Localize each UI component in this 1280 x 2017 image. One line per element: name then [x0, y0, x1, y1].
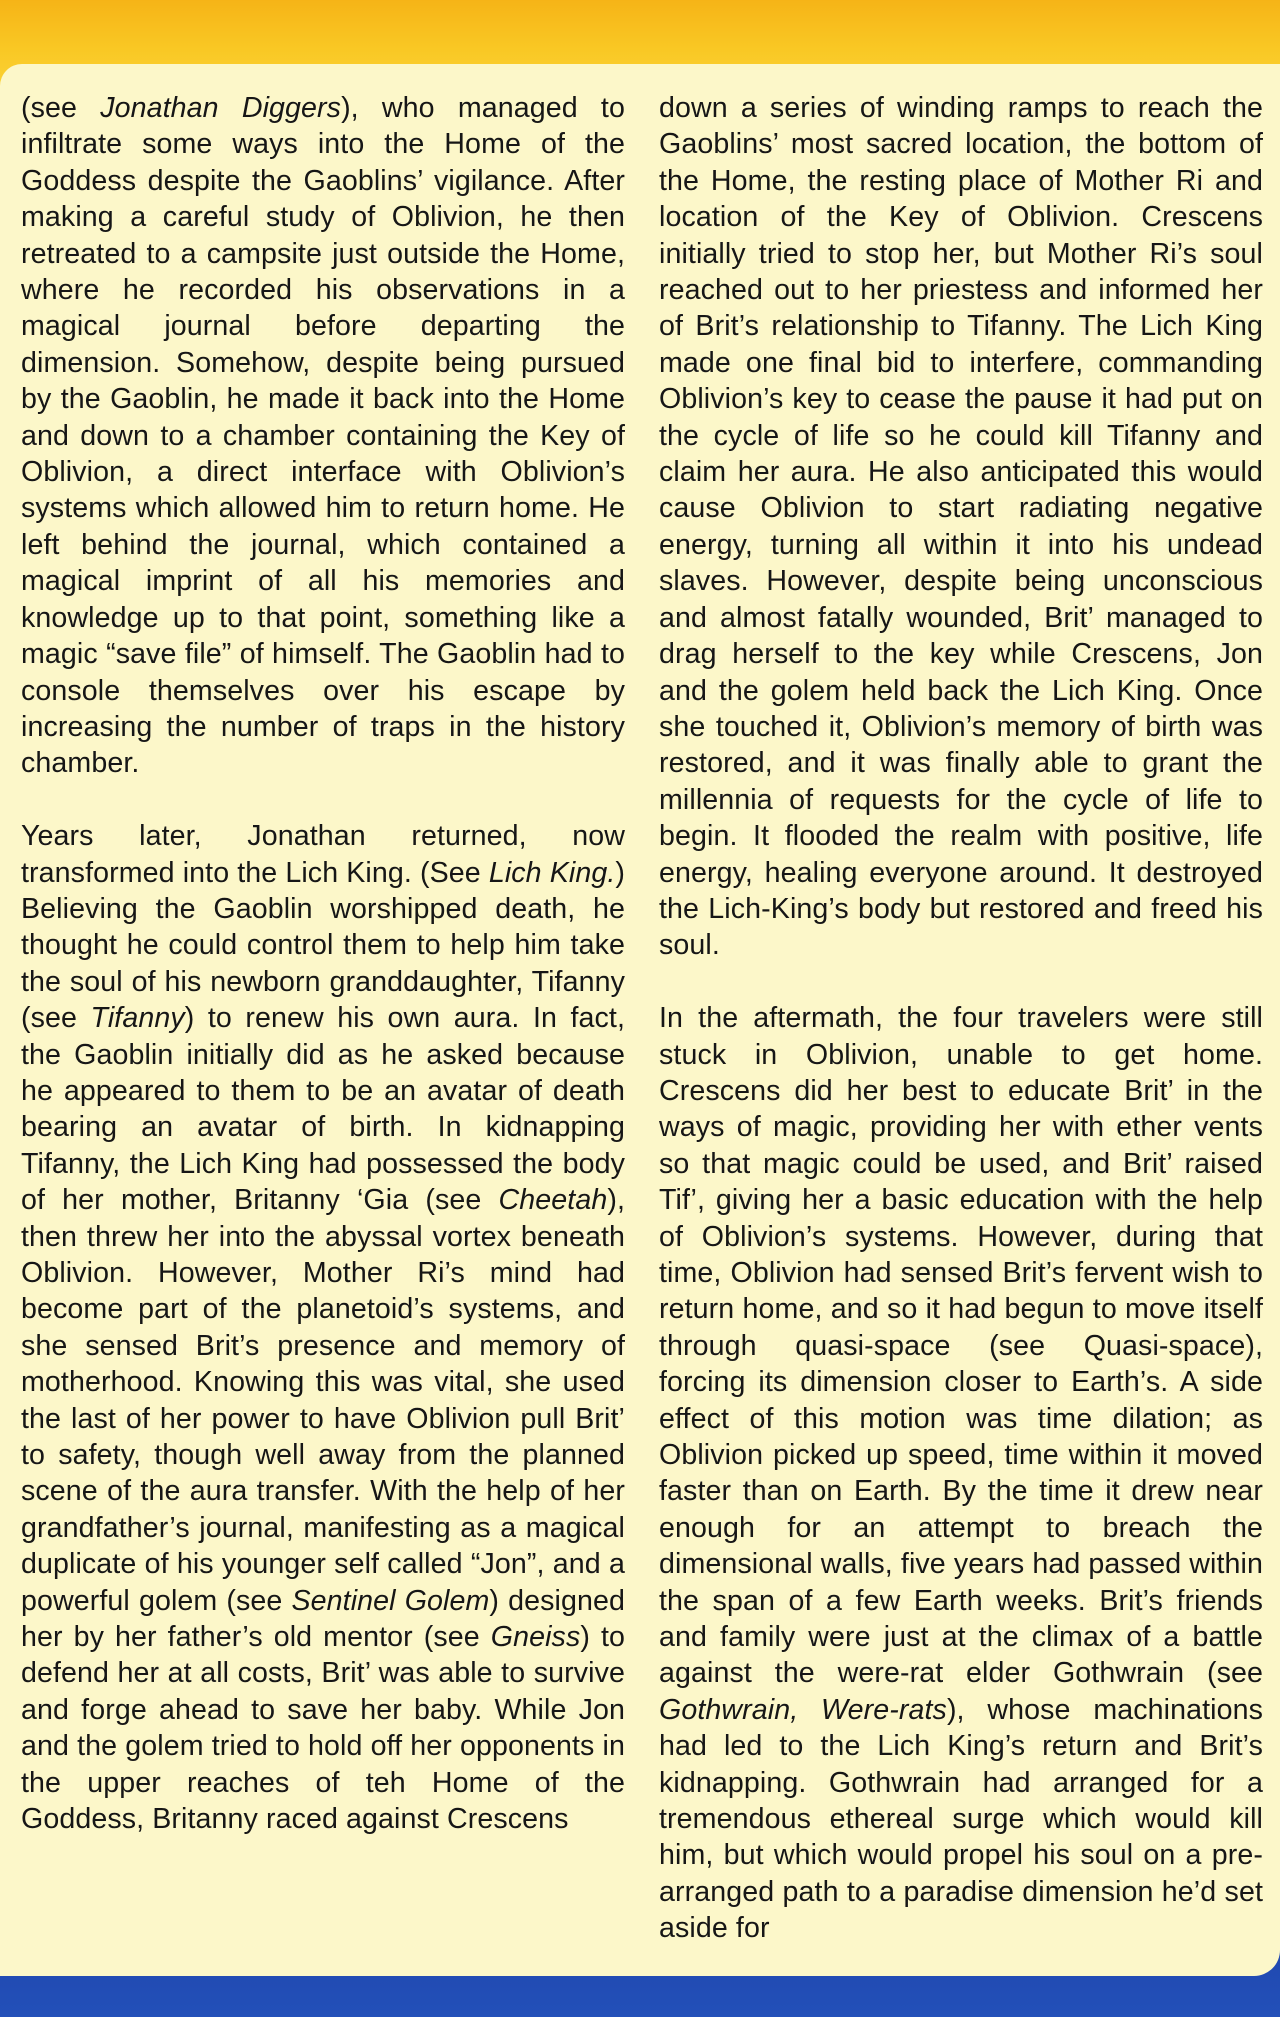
text-span: down a series of winding ramps to reach the Gaoblins’ most sacred location, the bottom of the Home, the resting place of Mother Ri and location of the Key of Oblivion. Crescens initially tried to stop her, but Mother Ri’s soul reached out to her priestess and informed her of Brit’s relationship to Tifanny. The Lich King made one final bid to interfere, commanding Oblivion’s key to cease the pause it had put on the cycle of life so he could kill Tifanny and claim her aura. He also anticipated this would cause Oblivion to start radiating negative energy, turning all within it into his undead slaves. However, despite being unconscious and almost fatally wounded, Brit’ managed to drag herself to the key while Crescens, Jon and the golem held back the Lich King. Once she touched it, Oblivion’s memory of birth was restored, and it was finally able to grant the millennia of requests for the cycle of life to begin. It flooded the realm with positive, life energy, healing everyone around. It destroyed the Lich-King’s body but restored and freed his soul.	[659, 92, 1263, 962]
cross-reference: Cheetah	[498, 1184, 608, 1217]
text-span: ), who managed to infiltrate some ways into the Home of the Goddess despite the Gaoblins’ vigilance. After making a careful study of Oblivion, he then retreated to a campsite just outside the Home, where he recorded his observations in a magical journal before departing the dimension. Somehow, despite being pursued by the Gaoblin, he made it back into the Home and down to a chamber containing the Key of Oblivion, a direct interface with Oblivion’s systems which allowed him to return home. He left behind the journal, which contained a magical imprint of all his memories and knowledge up to that point, something like a magic “save file” of himself. The Gaoblin had to console themselves over his escape by increasing the number of traps in the history chamber.	[21, 92, 625, 780]
text-span: ) Believing the Gaoblin worshipped death, he thought he could control them to help him take the soul of his newborn granddaughter, Tifanny (see	[21, 856, 626, 1035]
text-span: Years later, Jonathan returned, now transformed into the Lich King. (See	[21, 820, 625, 889]
right-paragraph-1	[659, 90, 1263, 964]
cross-reference: Gneiss	[490, 1621, 581, 1654]
left-column	[21, 90, 625, 1874]
text-span: In the aftermath, the four travelers were still stuck in Oblivion, unable to get home. Crescens did her best to educate Brit’ in the ways of magic, providing her with ether vents so that magic could be used, and Brit’ raised Tif’, giving her a basic education with the help of Oblivion’s systems. However, during that time, Oblivion had sensed Brit’s fervent wish to return home, and so it had begun to move itself through quasi-space (see Quasi-space), forcing its dimension closer to Earth’s. A side effect of this motion was time dilation; as Oblivion picked up speed, time within it moved faster than on Earth. By the time it drew near enough for an attempt to breach the dimensional walls, five years had passed within the span of a few Earth weeks. Brit’s friends and family were just at the climax of a battle against the were-rat elder Gothwrain (see	[659, 1002, 1263, 1690]
cross-reference: Gothwrain, Were-rats	[659, 1693, 947, 1726]
right-paragraph-2	[659, 1000, 1263, 1947]
text-span: (see	[21, 92, 101, 124]
left-paragraph-2	[21, 818, 625, 1837]
left-paragraph-1	[21, 90, 625, 782]
text-span: ) to renew his own aura. In fact, the Gaoblin initially did as he asked because he appeared to them to be an avatar of death bearing an avatar of birth. In kidnapping Tifanny, the Lich King had possessed the body of her mother, Britanny ‘Gia (see	[21, 1002, 625, 1217]
cross-reference: Jonathan Diggers	[100, 92, 342, 124]
text-span: ), then threw her into the abyssal vortex beneath Oblivion. However, Mother Ri’s mind had become part of the planetoid’s systems, and she sensed Brit’s presence and memory of motherhood. Knowing this was vital, she used the last of her power to have Oblivion pull Brit’ to safety, though well away from the planned scene of the aura transfer. With the help of her grandfather’s journal, manifesting as a magical duplicate of his younger self called “Jon”, and a powerful golem (see	[21, 1184, 625, 1617]
cross-reference: Sentinel Golem	[291, 1584, 490, 1617]
text-span: ) designed her by her father’s old mentor (see	[21, 1584, 625, 1654]
cross-reference: Lich King.	[488, 856, 616, 889]
text-span: ), whose machinations had led to the Lich King’s return and Brit’s kidnapping. Gothwrain had arranged for a tremendous ethereal surge which would kill him, but which would propel his soul on a pre-arranged path to a paradise dimension he’d set aside for	[659, 1693, 1263, 1945]
right-column	[659, 90, 1263, 1983]
cross-reference: Tifanny	[90, 1002, 185, 1035]
text-span: ) to defend her at all costs, Brit’ was able to survive and forge ahead to save her baby. While Jon and the golem tried to hold off her opponents in the upper reaches of teh Home of the Goddess, Britanny raced against Crescens	[21, 1621, 625, 1836]
